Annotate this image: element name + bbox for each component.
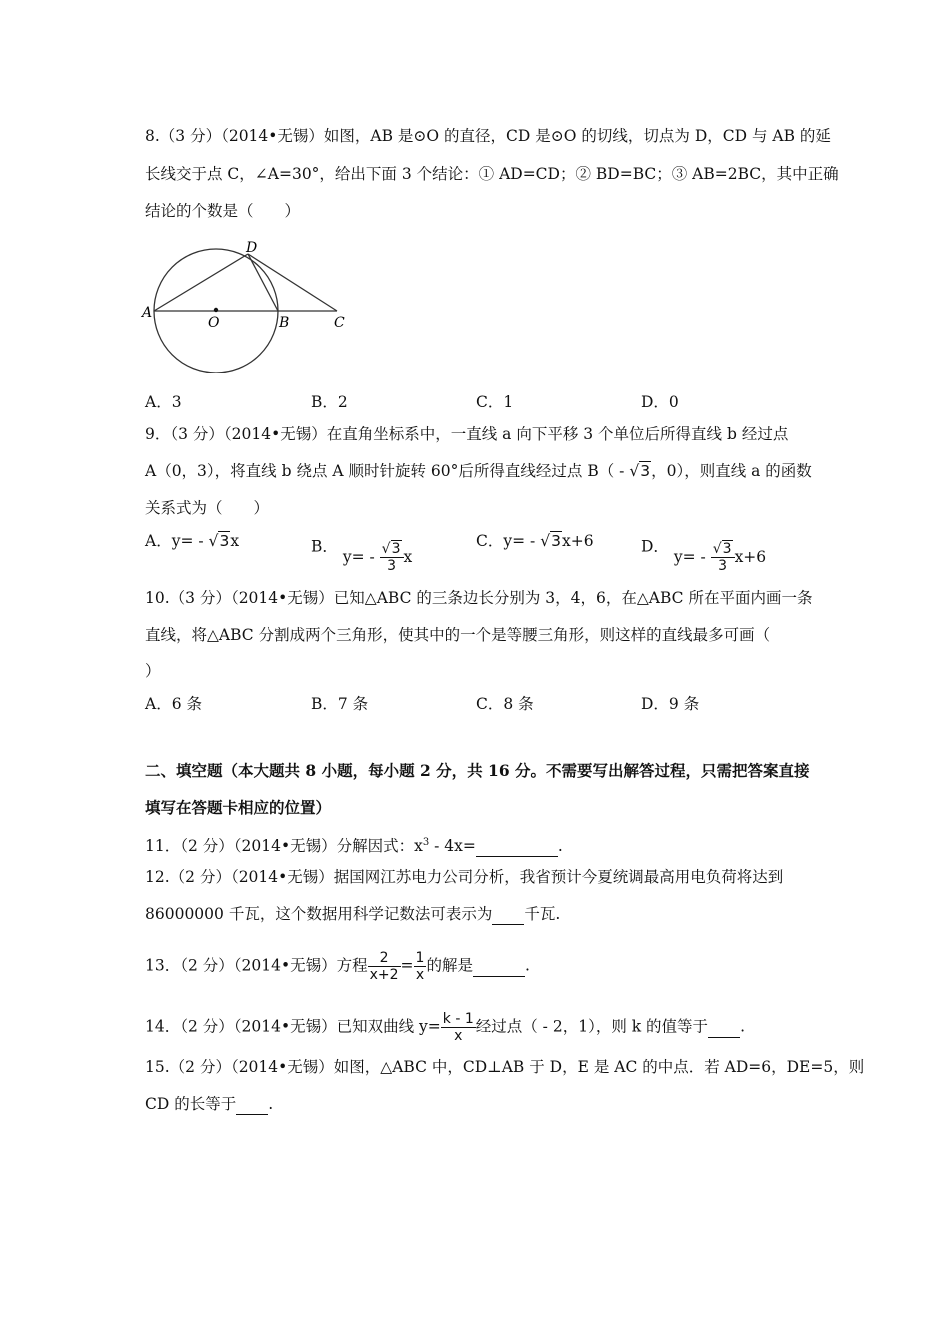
- fraction-1-over-x: $\frac{1}{x}$: [415, 950, 425, 983]
- q15-line-2: CD 的长等于 .: [145, 1095, 274, 1113]
- q10-line-2: 直线，将△ABC 分割成两个三角形，使其中的一个是等腰三角形，则这样的直线最多可画（: [145, 626, 771, 644]
- q8-circle-tangent-figure: [140, 238, 360, 373]
- sqrt-3: √3: [208, 532, 230, 550]
- q10-option-b: B．7 条: [311, 695, 369, 713]
- section-2-heading-line-1: 二、填空题（本大题共 8 小题，每小题 2 分，共 16 分。不需要写出解答过程，只需把答案直接: [145, 761, 810, 780]
- sqrt-3: √3: [540, 532, 561, 550]
- q8-option-a: A．3: [145, 393, 182, 411]
- answer-blank[interactable]: [476, 836, 558, 857]
- q9-line-2-start: A（0，3），将直线 b 绕点 A 顺时针旋转 60°后所得直线经过点 B（ -: [145, 462, 630, 480]
- q9-line-2: [145, 461, 812, 481]
- line-ad: [154, 254, 248, 311]
- q10-option-a: A．6 条: [145, 695, 202, 713]
- label-c: C: [334, 315, 345, 331]
- q9-line-2-end: ，0），则直线 a 的函数: [651, 462, 812, 480]
- q11: 11．（2 分）（2014•无锡）分解因式：$x^3 - 4x=$ .: [145, 837, 563, 856]
- q13: 13．（2 分）（2014•无锡）方程 $\frac{2}{x+2}$ = $\frac{1}{x}$ 的解是 .: [145, 950, 530, 983]
- label-d: D: [246, 240, 258, 256]
- fraction-sqrt3-over-3: $\frac{√3}{3}$: [711, 541, 735, 574]
- answer-blank[interactable]: [492, 904, 524, 925]
- sqrt-3: √3: [629, 462, 651, 480]
- answer-blank[interactable]: [708, 1017, 740, 1038]
- q10-line-1: 10.（3 分）（2014•无锡）已知△ABC 的三条边长分别为 3，4，6，在△ABC 所在平面内画一条: [145, 589, 813, 607]
- q8-option-b: B．2: [311, 393, 348, 411]
- label-b: B: [279, 315, 290, 331]
- line-db: [248, 254, 278, 311]
- q8-option-d: D．0: [641, 393, 679, 411]
- q8-line-2: 长线交于点 C，∠A=30°，给出下面 3 个结论：① AD=CD；② BD=BC；③ AB=2BC，其中正确: [145, 165, 839, 183]
- center-dot: [214, 308, 218, 312]
- q8-line-3: 结论的个数是（ ）: [145, 202, 301, 220]
- q9-option-c: C．y= - √3x+6: [476, 532, 594, 550]
- q9-option-a: A．y= - √3x: [145, 532, 240, 550]
- label-a: A: [142, 305, 153, 321]
- q12-line-1: 12.（2 分）（2014•无锡）据国网江苏电力公司分析，我省预计今夏统调最高用电负荷将达到: [145, 868, 784, 886]
- fraction-sqrt3-over-3: $\frac{√3}{3}$: [380, 541, 404, 574]
- q15-line-1: 15.（2 分）（2014•无锡）如图，△ABC 中，CD⊥AB 于 D，E 是 AC 的中点．若 AD=6，DE=5，则: [145, 1058, 865, 1076]
- q10-option-d: D．9 条: [641, 695, 700, 713]
- answer-blank[interactable]: [236, 1094, 268, 1115]
- line-dc: [248, 254, 337, 311]
- q14: 14．（2 分）（2014•无锡）已知双曲线 y= $\frac{k - 1}{x}$ 经过点（ - 2，1），则 k 的值等于 .: [145, 1011, 745, 1044]
- fraction-2-over-x-plus-2: $\frac{2}{x+2}$: [369, 950, 399, 983]
- q9-line-3: 关系式为（ ）: [145, 499, 270, 517]
- q8-option-c: C．1: [476, 393, 514, 411]
- label-o: O: [208, 315, 220, 331]
- q9-option-b: B． y= - $\frac{√3}{3}$ x: [311, 537, 413, 574]
- answer-blank[interactable]: [473, 956, 525, 977]
- q8-line-1: 8.（3 分）（2014•无锡）如图，AB 是⊙O 的直径，CD 是⊙O 的切线，切点为 D，CD 与 AB 的延: [145, 127, 831, 145]
- q10-option-c: C．8 条: [476, 695, 534, 713]
- q9-option-d: D． y= - $\frac{√3}{3}$ x+6: [641, 537, 767, 574]
- q12-line-2: 86000000 千瓦，这个数据用科学记数法可表示为 千瓦.: [145, 905, 561, 923]
- q10-line-3: ）: [145, 662, 161, 680]
- q9-line-1: 9．（3 分）（2014•无锡）在直角坐标系中，一直线 a 向下平移 3 个单位后所得直线 b 经过点: [145, 425, 789, 443]
- section-2-heading-line-2: 填写在答题卡相应的位置）: [145, 798, 332, 817]
- fraction-k-minus-1-over-x: $\frac{k - 1}{x}$: [442, 1011, 474, 1044]
